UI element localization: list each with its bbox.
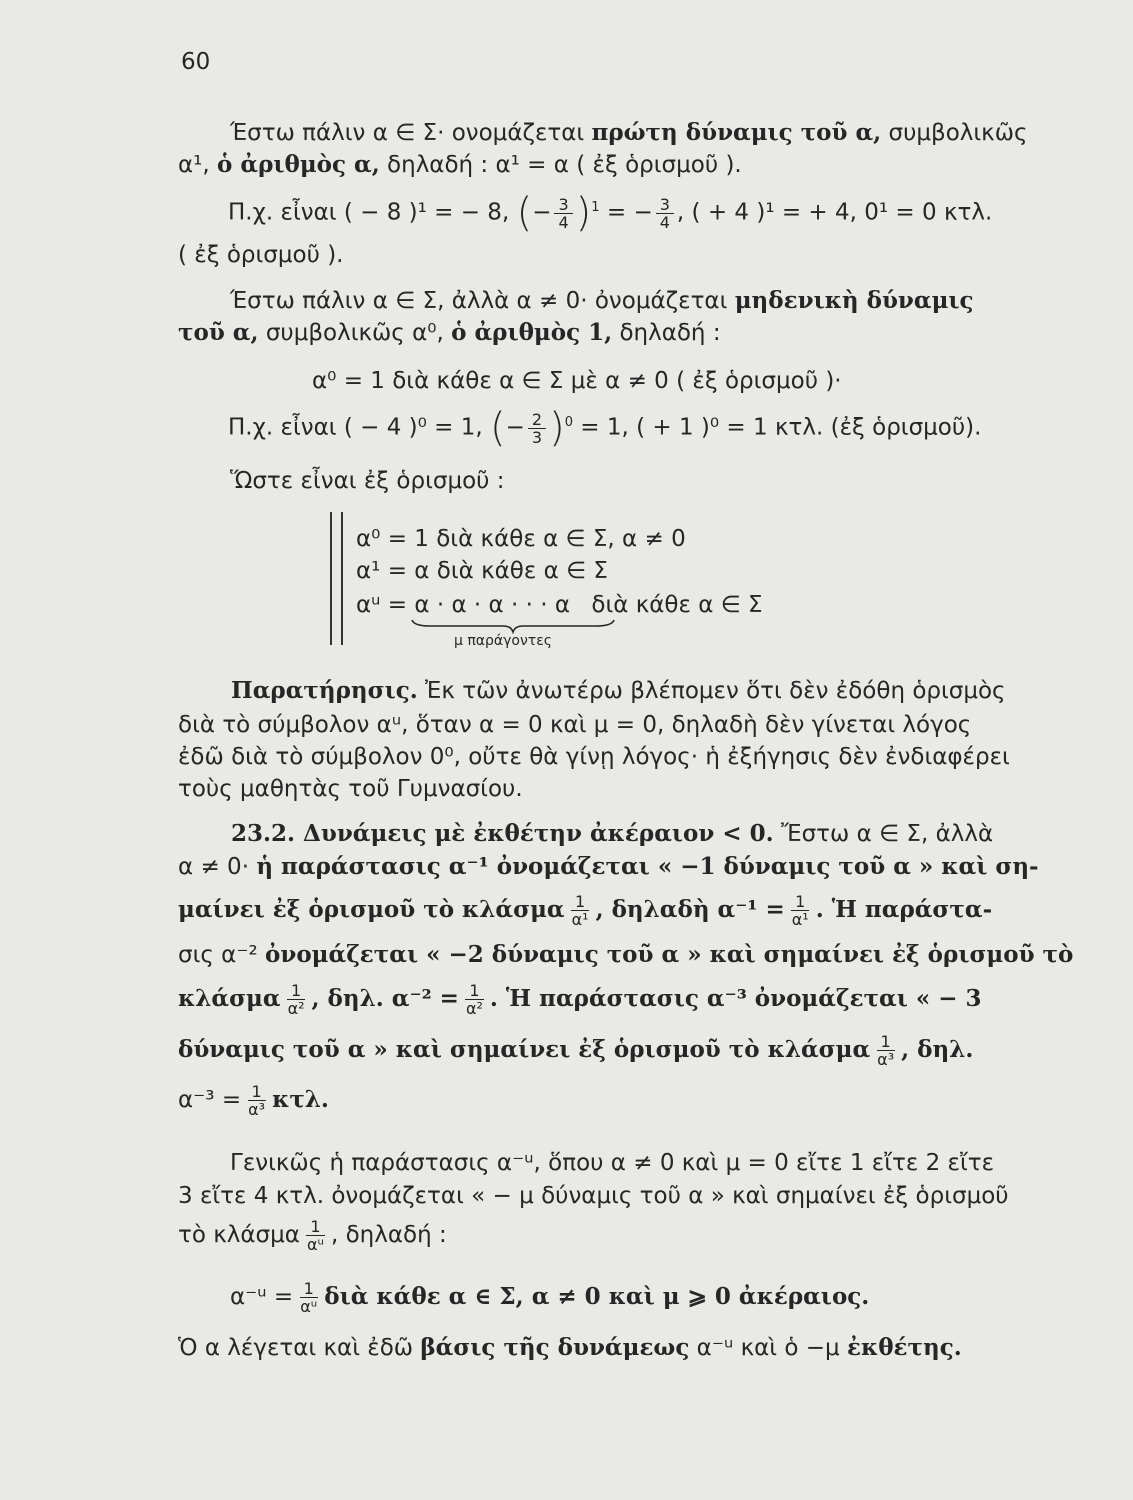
text-line-1: Έστω πάλιν α ∈ Σ· ονομάζεται πρώτη δύναμις τοῦ α, συμβολικῶς — [230, 119, 1028, 146]
underbrace-label: μ παράγοντες — [454, 633, 553, 649]
closing-line: Ὁ α λέγεται καὶ ἐδῶ βάσις τῆς δυνάμεως α⁻ᵘ καὶ ὁ −μ ἐκθέτης. — [178, 1334, 962, 1361]
section-line-5: κλάσμα $\frac{1}{\text{α²}}$ , δηλ. α⁻² = $\frac{1}{\text{α²}}$ . Ἡ παράστασις α⁻³ ὀνομάζεται « − 3 — [178, 981, 982, 1018]
remark-line-1: Παρατήρησις. Ἐκ τῶν ἀνωτέρω βλέπομεν ὅτι δὲν ἐδόθη ὁρισμὸς — [231, 677, 1006, 704]
remark-line-3: ἐδῶ διὰ τὸ σύμβολον 0⁰, οὔτε θὰ γίνῃ λόγος· ἡ ἐξήγησις δὲν ἐνδιαφέρει — [178, 744, 1010, 770]
general-line-3: τὸ κλάσμα $\frac{1}{\text{αᵘ}}$ , δηλαδή : — [178, 1217, 447, 1254]
text-line-5: Έστω πάλιν α ∈ Σ, ἀλλὰ α ≠ 0· ὀνομάζεται μηδενικὴ δύναμις — [230, 287, 974, 314]
text-line-9: Ὥστε εἶναι ἐξ ὁρισμοῦ : — [230, 468, 505, 494]
remark-line-2: διὰ τὸ σύμβολον αᵘ, ὅταν α = 0 καὶ μ = 0, δηλαδὴ δὲν γίνεται λόγος — [178, 712, 972, 738]
section-line-2: α ≠ 0· ἡ παράστασις α⁻¹ ὀνομάζεται « −1 δύναμις τοῦ α » καὶ ση- — [178, 853, 1039, 880]
remark-line-4: τοὺς μαθητὰς τοῦ Γυμνασίου. — [178, 776, 523, 802]
fraction-3-4-b: $\frac{3}{4}$ — [656, 196, 674, 231]
text-line-6: τοῦ α, συμβολικῶς α⁰, ὁ ἀριθμὸς 1, δηλαδή : — [178, 319, 721, 346]
section-line-3: μαίνει ἐξ ὁρισμοῦ τὸ κλάσμα $\frac{1}{\text{α¹}}$ , δηλαδὴ α⁻¹ = $\frac{1}{\text{α¹}}$ . Ἡ παράστα- — [178, 892, 993, 929]
fraction-3-4: $\frac{3}{4}$ — [554, 196, 572, 231]
summary-line-1: α⁰ = 1 διὰ κάθε α ∈ Σ, α ≠ 0 — [356, 526, 686, 552]
example-line-1: Π.χ. εἶναι ( − 8 )¹ = − 8, (− $\frac{3}{4}$ )$^1$ = − $\frac{3}{4}$ , ( + 4 )¹ = + 4, 0¹ = 0 κτλ. — [228, 190, 993, 237]
text-line-4: ( ἐξ ὁρισμοῦ ). — [178, 242, 344, 268]
example-line-2: Π.χ. εἶναι ( − 4 )⁰ = 1, (− $\frac{2}{3}$ )$^0$ = 1, ( + 1 )⁰ = 1 κτλ. (ἐξ ὁρισμοῦ). — [228, 405, 982, 452]
definition-line: α⁰ = 1 διὰ κάθε α ∈ Σ μὲ α ≠ 0 ( ἐξ ὁρισμοῦ )· — [312, 368, 842, 394]
summary-line-3: αᵘ = α · α · α · · · α διὰ κάθε α ∈ Σ — [356, 592, 763, 618]
general-line-2: 3 εἴτε 4 κτλ. ὀνομάζεται « − μ δύναμις τοῦ α » καὶ σημαίνει ἐξ ὁρισμοῦ — [178, 1183, 1009, 1209]
section-line-1: 23.2. Δυνάμεις μὲ ἐκθέτην ἀκέραιον < 0. Ἔστω α ∈ Σ, ἀλλὰ — [231, 820, 994, 847]
section-line-4: σις α⁻² ὀνομάζεται « −2 δύναμις τοῦ α » καὶ σημαίνει ἐξ ὁρισμοῦ τὸ — [178, 941, 1074, 968]
general-formula: α⁻ᵘ = $\frac{1}{\text{αᵘ}}$ διὰ κάθε α ∈ Σ, α ≠ 0 καὶ μ ⩾ 0 ἀκέραιος. — [230, 1279, 870, 1316]
summary-line-2: α¹ = α διὰ κάθε α ∈ Σ — [356, 558, 608, 584]
section-line-6: δύναμις τοῦ α » καὶ σημαίνει ἐξ ὁρισμοῦ τὸ κλάσμα $\frac{1}{\text{α³}}$ , δηλ. — [178, 1032, 974, 1069]
general-line-1: Γενικῶς ἡ παράστασις α⁻ᵘ, ὅπου α ≠ 0 καὶ μ = 0 εἴτε 1 εἴτε 2 εἴτε — [230, 1150, 995, 1176]
page-number: 60 — [181, 49, 211, 75]
text-line-2: α¹, ὁ ἀριθμὸς α, δηλαδή : α¹ = α ( ἐξ ὁρισμοῦ ). — [178, 151, 742, 178]
box-rule-right — [341, 512, 343, 645]
box-rule-left — [330, 512, 332, 645]
section-line-7: α⁻³ = $\frac{1}{\text{α³}}$ κτλ. — [178, 1082, 329, 1119]
fraction-2-3: $\frac{2}{3}$ — [528, 411, 546, 446]
